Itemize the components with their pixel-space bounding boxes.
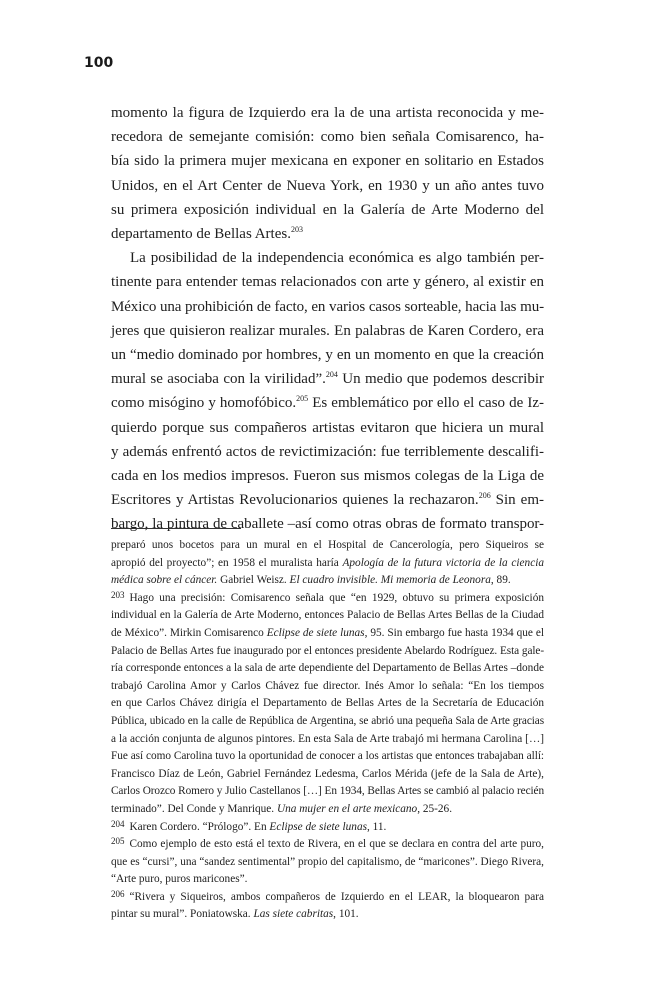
text-segment: , 101. <box>333 908 359 921</box>
note-ref-205[interactable]: 205 <box>296 394 309 404</box>
text-line <box>111 222 544 246</box>
footnote-line <box>111 572 544 590</box>
footnote-line <box>111 801 544 819</box>
paragraph-2 <box>111 246 544 536</box>
footnote-205 <box>111 836 544 889</box>
text-segment: de México”. Mirkin Comisarenco <box>111 626 267 639</box>
text-segment: Como ejemplo de esto está el texto de Rivera, en el que se declara en contra del arte puro, <box>129 838 544 851</box>
text-segment: terminado”. Del Conde y Manrique. <box>111 802 277 815</box>
italic-title: Eclipse de siete lunas <box>266 626 365 639</box>
text-segment: Sin em- <box>495 492 544 509</box>
footnote-number: 205 <box>111 836 125 847</box>
footnote-line: Palacio de Bellas Artes fue inaugurado por el entonces presidente Abelardo Rodríguez. Esta gale- <box>111 644 544 657</box>
text-line: quierdo porque sus compañeros artistas evitaron que hiciera un mural <box>111 419 544 436</box>
text-line: su primera exposición individual en la Galería de Arte Moderno del <box>111 201 544 218</box>
main-text <box>111 101 544 537</box>
italic-title: Eclipse de siete lunas <box>269 820 367 833</box>
italic-title: Las siete cabritas <box>253 908 334 921</box>
text-line: bargo, la pintura de caballete –así como otras obras de formato transpor- <box>111 516 544 533</box>
text-segment: , 25-26. <box>417 802 453 815</box>
text-line <box>111 367 544 391</box>
text-segment: “Rivera y Siqueiros, ambos compañeros de Izquierdo en el LEAR, la bloquearon para <box>129 890 544 903</box>
footnote-line: Carlos Orozco Romero y Julio Castellanos […] En 1934, Bellas Artes se cambió al palacio recién <box>111 785 544 798</box>
footnote-line: a la acción conjunta de algunos pintores. En esta Sala de Arte trabajó mi hermana Carolina […] <box>111 732 544 745</box>
footnote-line: Fue así como Carolina tuvo la oportunidad de conocer a los artistas que entonces trabajaban allí: <box>111 750 544 763</box>
footnote-line: Pública, ubicado en la calle de República de Argentina, se abrió una pequeña Sala de Arte gracias <box>111 714 544 727</box>
page-number: 100 <box>84 55 114 71</box>
footnote-line: trabajó Carolina Amor y Carlos Chávez fue director. Inés Amor lo señala: “En los tiempos <box>111 679 544 692</box>
text-segment: Gabriel Weisz. <box>217 574 290 587</box>
footnote-line <box>111 906 544 924</box>
footnotes <box>111 537 544 924</box>
text-line: y además enfrentó actos de revictimización: fue terriblemente descalifi- <box>111 443 544 460</box>
footnote-number: 204 <box>111 818 125 829</box>
italic-title: El cuadro invisible. Mi memoria de Leonora <box>289 574 491 587</box>
text-segment: , 11. <box>367 820 387 833</box>
footnote-line <box>111 625 544 643</box>
text-segment: pintar su mural”. Poniatowska. <box>111 908 254 921</box>
footnote-line: “Arte puro, puros maricones”. <box>111 873 248 886</box>
footnote-line: Francisco Díaz de León, Gabriel Fernández Ledesma, Carlos Mérida (jefe de la Sala de Arte), <box>111 767 544 780</box>
text-segment: , 95. Sin embargo fue hasta 1934 que el <box>364 626 544 639</box>
footnote-line: que es “cursi”, una “sandez sentimental” propio del capitalismo, de “maricones”. Diego Rivera, <box>111 855 544 868</box>
note-ref-206[interactable]: 206 <box>478 491 491 501</box>
footnote-number: 206 <box>111 888 125 899</box>
footnote-203 <box>111 590 544 819</box>
text-line: Unidos, en el Art Center de Nueva York, en 1930 y un año antes tuvo <box>111 177 544 194</box>
text-segment: , 89. <box>490 574 511 587</box>
footnote-number: 203 <box>111 589 125 600</box>
text-line: México una prohibición de facto, en varios casos sorteable, hacia las mu- <box>111 298 544 315</box>
text-segment: Es emblemático por ello el caso de Iz- <box>312 395 544 412</box>
text-segment: Karen Cordero. “Prólogo”. En <box>129 820 270 833</box>
text-segment: Hago una precisión: Comisarenco señala que “en 1929, obtuvo su primera exposición <box>129 591 544 604</box>
text-segment: Un medio que podemos describir <box>342 371 545 388</box>
text-line <box>111 488 544 512</box>
footnote-206 <box>111 889 544 924</box>
footnote-204 <box>111 819 544 837</box>
note-ref-204[interactable]: 204 <box>325 370 338 380</box>
text-line: momento la figura de Izquierdo era la de una artista reconocida y me- <box>111 105 544 121</box>
text-line: tinente para entender temas relacionados con arte y género, al existir en <box>111 274 544 291</box>
footnote-line <box>111 819 544 837</box>
text-segment: apropió del proyecto”; en 1958 el muralista haría <box>111 556 339 569</box>
text-segment: Escritores y Artistas Revolucionarios quienes la rechazaron. <box>111 492 479 509</box>
footnote-line: ría corresponde entonces a la sala de arte dependiente del Departamento de Bellas Artes –donde <box>111 662 544 675</box>
text-line <box>111 391 544 415</box>
italic-title: Una mujer en el arte mexicano <box>276 802 418 815</box>
italic-title: Apología de la futura victoria de la ciencia <box>342 556 544 569</box>
footnote-line: en que Carlos Chávez dirigía el Departamento de Bellas Artes de la Secretaría de Educación <box>111 697 544 710</box>
text-line: cada en los medios impresos. Fueron sus mismos colegas de la Liga de <box>111 468 544 485</box>
note-ref-203[interactable]: 203 <box>290 225 303 235</box>
footnote-continued <box>111 537 544 590</box>
text-segment: departamento de Bellas Artes. <box>111 226 291 243</box>
footnote-separator <box>111 528 241 529</box>
text-line: un “medio dominado por hombres, y en un momento en que la creación <box>111 347 544 364</box>
paragraph-1 <box>111 101 544 246</box>
footnote-line <box>111 836 544 854</box>
footnote-line: preparó unos bocetos para un mural en el Hospital de Cancerología, pero Siqueiros se <box>111 539 544 551</box>
text-segment: como misógino y homofóbico. <box>111 395 297 412</box>
footnote-line: individual en la Galería de Arte Moderno, entonces Palacio de Bellas Artes Bellas de la Ciudad <box>111 609 544 622</box>
text-line: jeres que quisieron realizar murales. En palabras de Karen Cordero, era <box>111 322 544 339</box>
text-line: bía sido la primera mujer mexicana en exponer en solitario en Estados <box>111 153 544 170</box>
text-line: La posibilidad de la independencia económica es algo también per- <box>130 250 544 267</box>
footnote-line <box>111 889 544 907</box>
text-line: recedora de semejante comisión: como bien señala Comisarenco, ha- <box>111 129 544 146</box>
italic-title: médica sobre el cáncer. <box>111 574 218 587</box>
footnote-line <box>111 555 544 573</box>
text-segment: mural se asociaba con la virilidad”. <box>111 371 326 388</box>
footnote-line <box>111 590 544 608</box>
